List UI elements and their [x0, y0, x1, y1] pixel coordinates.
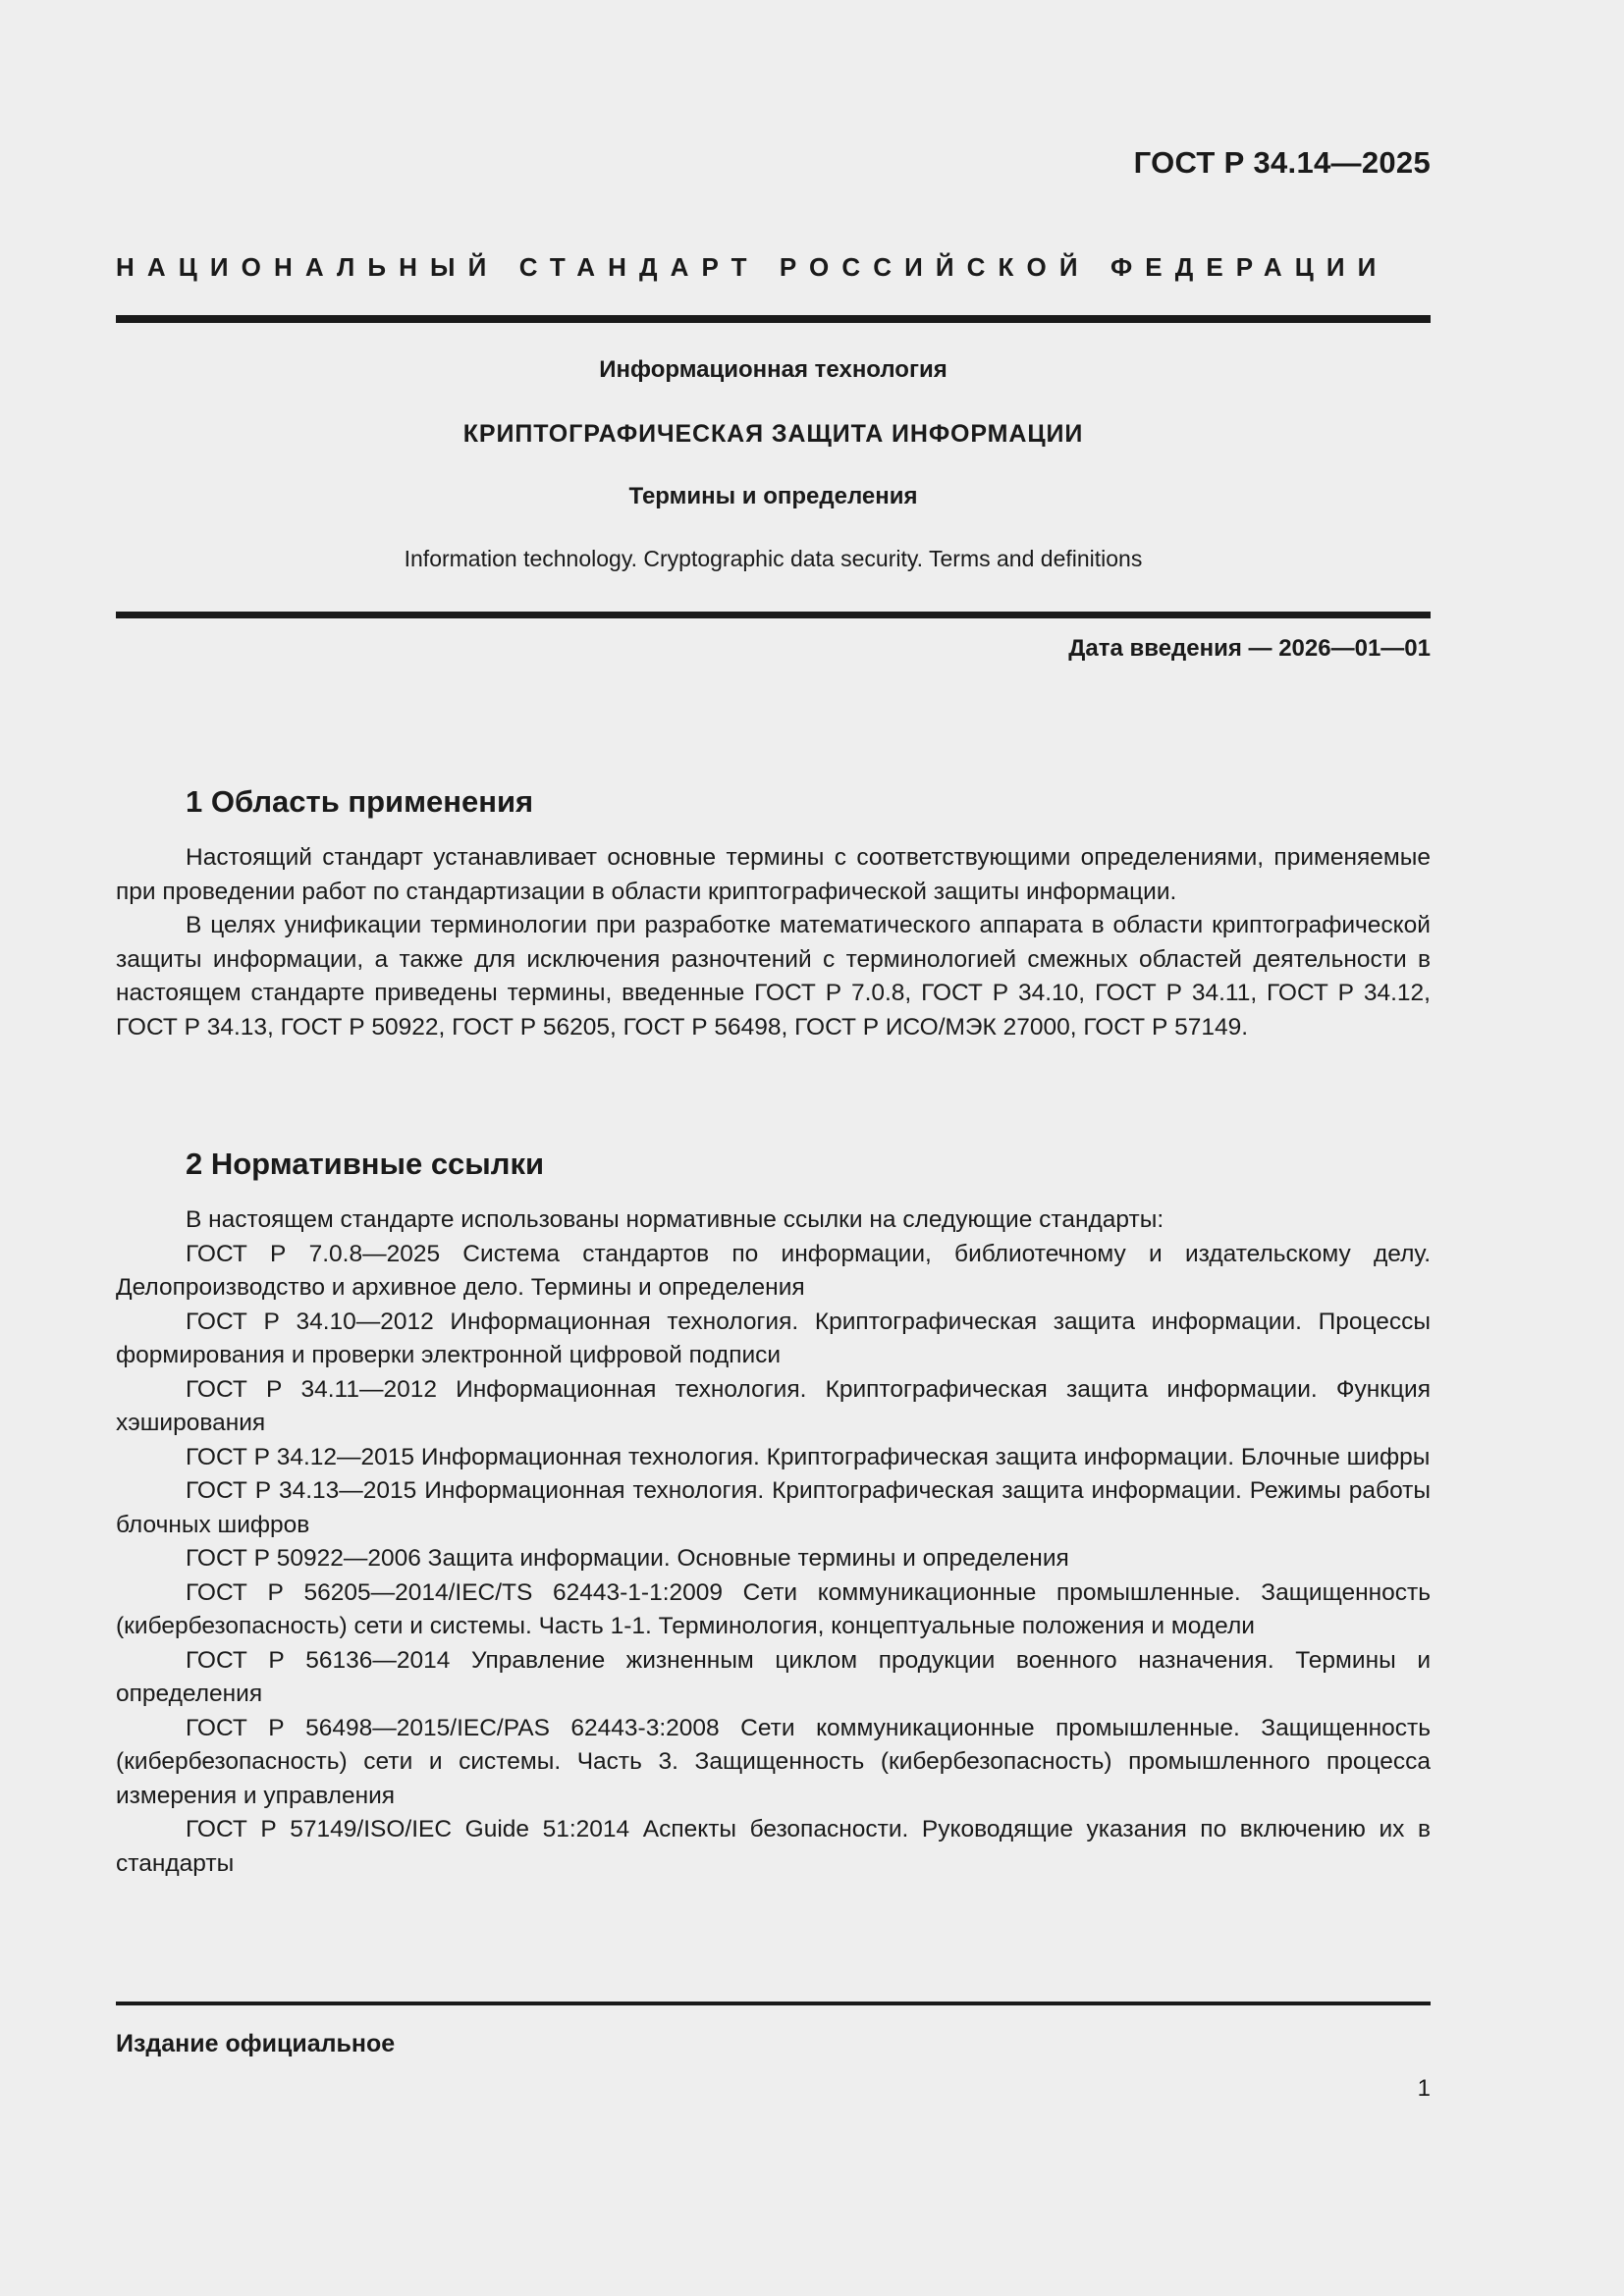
reference-item: ГОСТ Р 56498—2015/IEC/PAS 62443-3:2008 Сети коммуникационные промышленные. Защищенность (кибербезопасность) сети и системы. Часть 3. Защищенность (кибербезопасность) промышленного процесса измерения и управления — [116, 1714, 1431, 1809]
page-number: 1 — [1417, 2075, 1431, 2102]
reference-item: ГОСТ Р 7.0.8—2025 Система стандартов по информации, библиотечному и издательскому делу. Делопроизводство и архивное дело. Термины и определения — [116, 1240, 1431, 1301]
title-subject: Информационная технология — [599, 356, 947, 383]
top-divider — [116, 315, 1431, 323]
reference-item: ГОСТ Р 34.12—2015 Информационная технология. Криптографическая защита информации. Блочные шифры — [186, 1443, 1431, 1470]
reference-item: ГОСТ Р 56205—2014/IEC/TS 62443-1-1:2009 Сети коммуникационные промышленные. Защищенность (кибербезопасность) сети и системы. Часть 1-1. Терминология, концептуальные положения и модели — [116, 1578, 1431, 1639]
paragraph: Настоящий стандарт устанавливает основные термины с соответствующими определениями, применяемые при проведении работ по стандартизации в области криптографической защиты информации. — [116, 844, 1431, 905]
reference-item: ГОСТ Р 56136—2014 Управление жизненным циклом продукции военного назначения. Термины и определения — [116, 1646, 1431, 1707]
paragraph: В целях унификации терминологии при разработке математического аппарата в области криптографической защиты информации, а также для исключения разночтений с терминологией смежных областей деятельности в настоящем стандарте приведены термины, введенные ГОСТ Р 7.0.8, ГОСТ Р 34.10, ГОСТ Р 34.11, ГОСТ Р 34.12, ГОСТ Р 34.13, ГОСТ Р 50922, ГОСТ Р 56205, ГОСТ Р 56498, ГОСТ Р ИСО/МЭК 27000, ГОСТ Р 57149. — [116, 912, 1431, 1041]
reference-item: ГОСТ Р 50922—2006 Защита информации. Основные термины и определения — [186, 1545, 1069, 1572]
section-heading-scope: 1 Область применения — [186, 784, 534, 819]
document-number: ГОСТ Р 34.14—2025 — [1133, 145, 1431, 180]
section-body-scope — [116, 841, 1431, 1044]
official-edition-label: Издание официальное — [116, 2030, 396, 2057]
title-subtitle: Термины и определения — [628, 483, 918, 509]
footer-divider — [116, 2002, 1431, 2005]
standard-banner: НАЦИОНАЛЬНЫЙ СТАНДАРТ РОССИЙСКОЙ ФЕДЕРАЦИИ — [116, 252, 1389, 282]
title-divider — [116, 612, 1431, 618]
title-main: КРИПТОГРАФИЧЕСКАЯ ЗАЩИТА ИНФОРМАЦИИ — [462, 420, 1084, 448]
reference-item: ГОСТ Р 34.13—2015 Информационная технология. Криптографическая защита информации. Режимы работы блочных шифров — [116, 1477, 1431, 1538]
reference-item: ГОСТ Р 34.11—2012 Информационная технология. Криптографическая защита информации. Функция хэширования — [116, 1375, 1431, 1436]
reference-item: ГОСТ Р 34.10—2012 Информационная технология. Криптографическая защита информации. Процессы формирования и проверки электронной цифровой подписи — [116, 1308, 1431, 1368]
title-english: Information technology. Cryptographic data security. Terms and definitions — [404, 546, 1143, 571]
paragraph: В настоящем стандарте использованы нормативные ссылки на следующие стандарты: — [186, 1206, 1164, 1233]
section-heading-normative-references: 2 Нормативные ссылки — [186, 1147, 545, 1181]
reference-item: ГОСТ Р 57149/ISO/IEC Guide 51:2014 Аспекты безопасности. Руководящие указания по включению их в стандарты — [116, 1816, 1431, 1877]
document-page — [116, 0, 1431, 2296]
section-body-normative-references — [116, 1203, 1431, 1881]
introduction-date: Дата введения — 2026—01—01 — [1068, 635, 1431, 662]
